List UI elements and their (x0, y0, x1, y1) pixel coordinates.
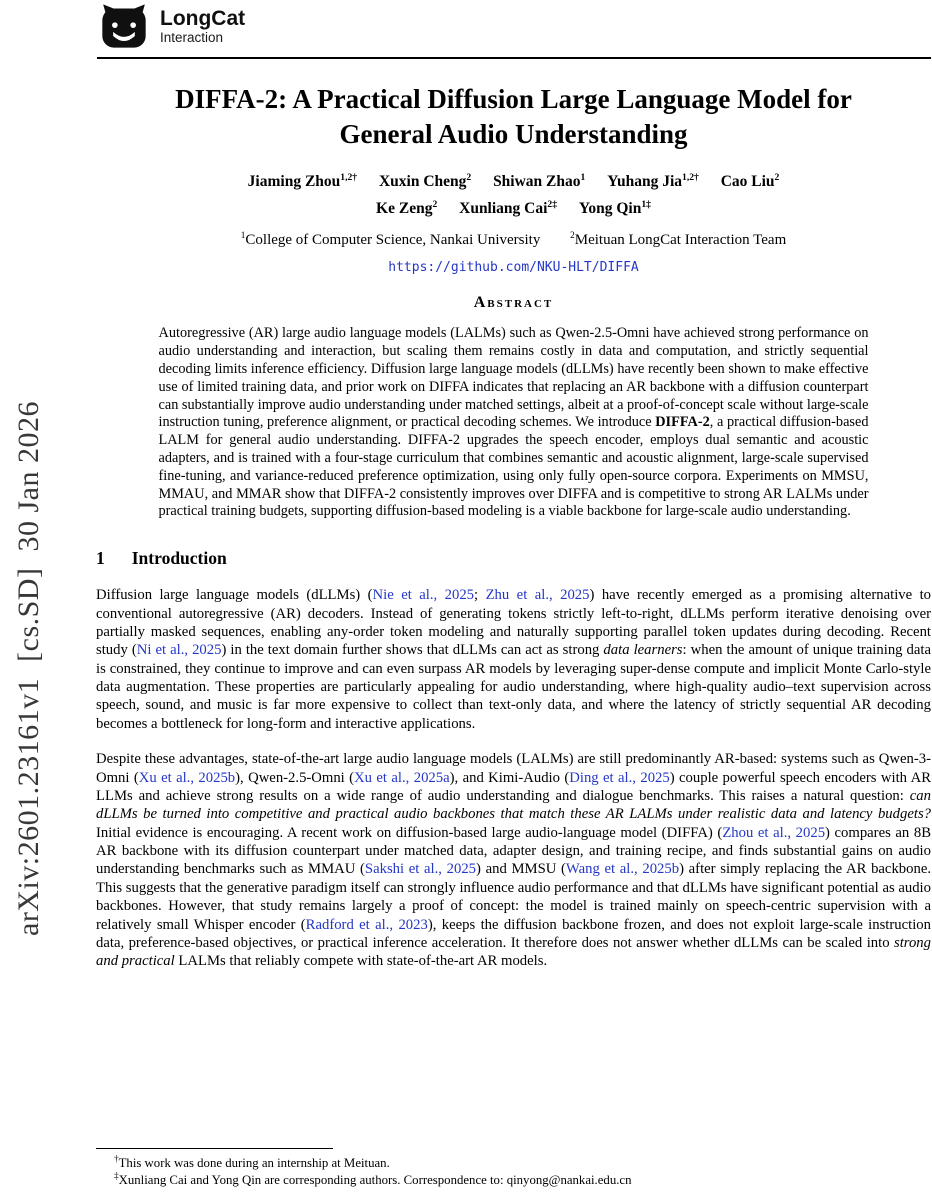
logo-subtitle: Interaction (160, 29, 224, 45)
author (459, 200, 557, 217)
citation-link[interactable]: Nie et al., 2025 (372, 587, 475, 604)
github-link[interactable]: https://github.com/NKU-HLT/DIFFA (388, 260, 639, 276)
author-affiliation-sup: 2 (774, 172, 780, 184)
title-line-2: General Audio Understanding (339, 119, 688, 150)
footnote-corresponding (96, 1172, 931, 1189)
author-name: Jiaming Zhou (247, 173, 341, 191)
author (248, 173, 357, 190)
author-name: Xunliang Cai (459, 200, 548, 218)
author (376, 200, 437, 217)
affiliation-sup: 2 (570, 231, 575, 242)
author-name: Shiwan Zhao (493, 173, 581, 191)
intro-paragraph-2: Despite these advantages, state-of-the-art large audio language models (LALMs) are still predominantly AR-based: systems such as Qwen-3-Omni (Xu et al., 2025b), Qwen-2.5-Omni (Xu et al., 2025a), and Kimi-Audio (Ding et al., 2025) couple powerful speech encoders with AR LLMs and achieve strong results on a wide range of audio understanding and dialogue benchmarks. This raises a natural question: can dLLMs be turned into competitive and practical audio backbones that match these AR LALMs under realistic data and latency budgets? Initial evidence is encouraging. A recent work on diffusion-based large audio-language model (DIFFA) (Zhou et al., 2025) compares an 8B AR backbone with its diffusion counterpart under matched data, adapter design, and training recipe, and finds substantial gains on audio understanding benchmarks such as MMAU (Sakshi et al., 2025) and MMSU (Wang et al., 2025b) after simply replacing the AR backbone. This suggests that the generative paradigm itself can strongly influence audio performance and that dLLMs have significant potential as audio backbones. However, that study remains largely a proof of concept: the model is trained mainly on speech-centric supervision with a relatively small Whisper encoder (Radford et al., 2023), keeps the diffusion backbone frozen, and does not exploit large-scale instruction data, preference-based objectives, or practical inference acceleration. It therefore does not answer whether dLLMs can be scaled into strong and practical LALMs that reliably compete with state-of-the-art AR models. (96, 751, 932, 970)
citation-link[interactable]: Zhou et al., 2025 (722, 824, 826, 841)
paper-link-row (96, 258, 931, 276)
section-heading-introduction (96, 548, 931, 569)
citation-link[interactable]: Wang et al., 2025b (565, 861, 680, 878)
affiliation-text: Meituan LongCat Interaction Team (574, 232, 787, 249)
author-name: Yuhang Jia (607, 173, 683, 191)
emphasis-text: can dLLMs be turned into competitive and practical audio backbones that match these AR LALMs under realistic data and latency budgets? (96, 787, 931, 823)
abstract-heading: Abstract (473, 294, 554, 312)
author-affiliation-sup: 2‡ (547, 199, 558, 211)
title-line-1: DIFFA-2: A Practical Diffusion Large Language Model for (175, 84, 852, 114)
citation-link[interactable]: Sakshi et al., 2025 (364, 861, 477, 878)
author (493, 173, 585, 190)
abstract-text: Autoregressive (AR) large audio language models (LALMs) such as Qwen-2.5-Omni have achieved strong performance on audio understanding and interaction, but scaling them remains costly in data and computation, and strictly sequential decoding limits inference efficiency. Diffusion large language models (dLLMs) have recently been shown to make effective use of limited training data, and prior work on DIFFA indicates that replacing an AR backbone with a diffusion counterpart can substantially improve audio understanding under matched settings, albeit at a proof-of-concept scale without large-scale instruction tuning, preference alignment, or practical decoding schemes. We introduce DIFFA-2, a practical diffusion-based LALM for general audio understanding. DIFFA-2 upgrades the speech encoder, employs dual semantic and acoustic adapters, and is trained with a four-stage curriculum that combines semantic and acoustic alignment, large-scale supervised fine-tuning, and variance-reduced preference optimization, using only fully open-source corpora. Experiments on MMSU, MMAU, and MMAR show that DIFFA-2 consistently improves over DIFFA and is competitive to strong AR LALMs under practical training budgets, supporting diffusion-based modeling is a viable backbone for large-scale audio understanding. (158, 325, 869, 520)
logo-brand: LongCat (160, 6, 246, 30)
author-affiliation-sup: 1 (580, 172, 586, 184)
footnote-divider (96, 1148, 333, 1149)
author-name: Yong Qin (578, 200, 642, 218)
longcat-logo-icon (99, 2, 149, 50)
intro-paragraph-1: Diffusion large language models (dLLMs) (Nie et al., 2025; Zhu et al., 2025) have recently emerged as a promising alternative to conventional autoregressive (AR) decoders. Instead of generating tokens strictly left-to-right, dLLMs perform iterative denoising over partially masked sequences, enabling any-order token modeling and naturally supporting parallel token updates during decoding. Recent study (Ni et al., 2025) in the text domain further shows that dLLMs can act as strong data learners: when the amount of unique training data is constrained, they continue to improve and can even surpass AR models by leveraging super-dense compute and implicit Monte Carlo-style data augmentation. These properties are particularly appealing for audio understanding, where high-quality audio–text supervision across speech, sound, and music is far more expensive to collect than text-only data, and where the latency of strictly sequential AR decoding becomes a bottleneck for long-form and interactive applications. (96, 587, 932, 732)
footnote-internship (96, 1155, 931, 1172)
affiliations (96, 232, 931, 249)
author-name: Xuxin Cheng (378, 173, 467, 191)
affiliation-1 (241, 232, 541, 248)
citation-link[interactable]: Ding et al., 2025 (569, 769, 670, 786)
citation-link[interactable]: Xu et al., 2025b (138, 769, 236, 786)
author-row-2 (96, 195, 931, 222)
author (579, 200, 651, 217)
citation-link[interactable]: Zhu et al., 2025 (485, 587, 590, 604)
emphasis-text: data learners (603, 642, 683, 659)
footnote-text: Xunliang Cai and Yong Qin are corresponding authors. Correspondence to: qinyong@nankai.edu.cn (118, 1173, 632, 1188)
paper-content (96, 82, 931, 971)
citation-link[interactable]: Ni et al., 2025 (136, 642, 222, 659)
author (607, 173, 699, 190)
author-name: Ke Zeng (376, 200, 433, 218)
affiliation-sup: 1 (240, 231, 246, 242)
author (721, 173, 780, 190)
affiliation-text: College of Computer Science, Nankai University (245, 232, 541, 249)
author-affiliation-sup: 1‡ (641, 199, 651, 211)
author-name: Cao Liu (720, 173, 775, 191)
author-affiliation-sup: 1,2† (682, 172, 699, 184)
citation-link[interactable]: Radford et al., 2023 (305, 916, 428, 933)
logo-text (160, 7, 245, 46)
author (379, 173, 471, 190)
affiliation-2 (570, 232, 786, 248)
paper-title (96, 82, 931, 152)
author-affiliation-sup: 2 (432, 199, 438, 211)
emphasis-text: strong and practical (96, 934, 931, 970)
author-row-1 (96, 168, 931, 195)
footnote-text: This work was done during an internship at Meituan. (118, 1156, 390, 1170)
author-affiliation-sup: 2 (466, 172, 472, 184)
author-affiliation-sup: 1,2† (340, 172, 358, 184)
arxiv-stamp: arXiv:2601.23161v1 [cs.SD] 30 Jan 2026 (12, 401, 45, 936)
section-title: Introduction (131, 548, 227, 569)
footnote-marker: † (114, 1153, 119, 1164)
citation-link[interactable]: Xu et al., 2025a (354, 769, 450, 786)
logo-header (99, 2, 245, 50)
bold-text: DIFFA-2 (655, 414, 710, 431)
header-divider (97, 57, 931, 59)
footnote-marker: ‡ (114, 1171, 119, 1181)
section-number: 1 (96, 548, 105, 569)
footnotes (96, 1148, 931, 1190)
